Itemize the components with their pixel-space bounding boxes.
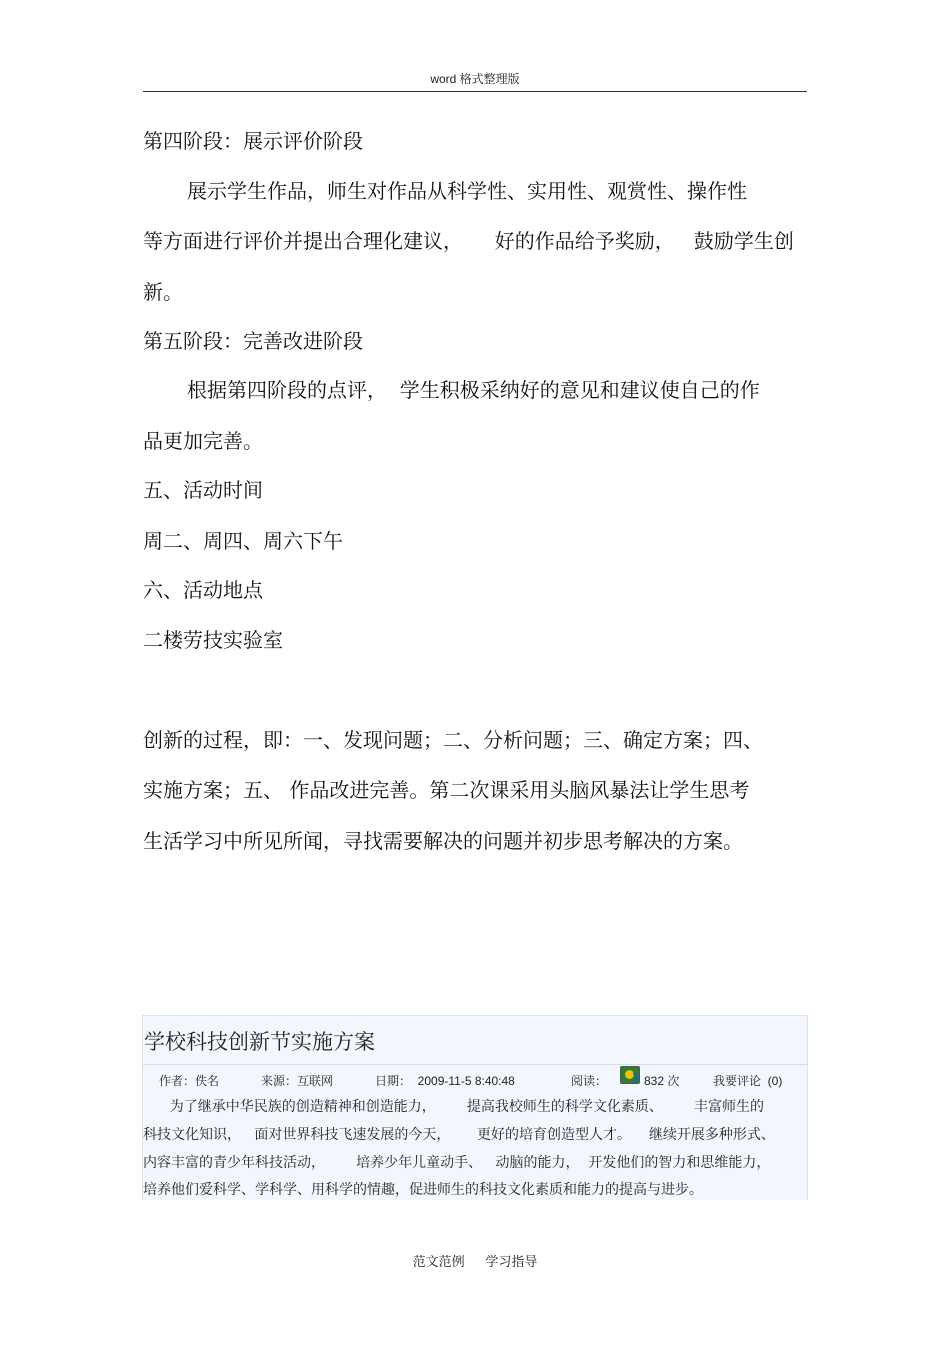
stage5-paragraph-line: 品更加完善。	[143, 429, 263, 453]
article-title[interactable]: 学校科技创新节实施方案	[144, 1030, 375, 1054]
place-heading: 六、活动地点	[143, 578, 263, 602]
stage4-paragraph-line: 等方面进行评价并提出合理化建议， 好的作品给予奖励， 鼓励学生创	[143, 229, 794, 253]
article-author: 作者：佚名	[159, 1074, 220, 1088]
stage5-heading: 第五阶段：完善改进阶段	[143, 329, 363, 353]
process-paragraph-line: 创新的过程，即：一、发现问题；二、分析问题；三、确定方案；四、	[143, 728, 763, 752]
article-read-label: 阅读：	[571, 1074, 608, 1088]
article-date: 日期： 2009-11-5 8:40:48	[375, 1074, 515, 1088]
process-paragraph-line: 生活学习中所见所闻，寻找需要解决的问题并初步思考解决的方案。	[143, 829, 743, 853]
comment-link[interactable]: 我要评论 (0)	[713, 1074, 783, 1088]
page-header: word 格式整理版	[430, 72, 520, 86]
page-footer: 范文范例 学习指导	[412, 1255, 538, 1270]
stage4-paragraph-line: 新。	[143, 280, 183, 304]
article-body-line: 为了继承中华民族的创造精神和创造能力， 提高我校师生的科学文化素质、 丰富师生的	[143, 1099, 765, 1115]
article-excerpt-box	[142, 1015, 808, 1200]
process-paragraph-line: 实施方案；五、 作品改进完善。第二次课采用头脑风暴法让学生思考	[143, 778, 750, 802]
article-body-line: 培养他们爱科学、学科学、用科学的情趣，促进师生的科技文化素质和能力的提高与进步。	[143, 1182, 703, 1198]
article-source: 来源：互联网	[261, 1074, 334, 1088]
header-divider	[143, 91, 807, 92]
article-title-divider	[143, 1064, 807, 1065]
stage4-heading: 第四阶段：展示评价阶段	[143, 129, 363, 153]
time-heading: 五、活动时间	[143, 478, 263, 502]
stage4-paragraph-line: 展示学生作品，师生对作品从科学性、实用性、观赏性、操作性	[187, 179, 747, 203]
article-body-line: 科技文化知识， 面对世界科技飞速发展的今天， 更好的培育创造型人才。 继续开展多种形式、	[143, 1127, 775, 1143]
stage5-paragraph-line: 根据第四阶段的点评， 学生积极采纳好的意见和建议使自己的作	[187, 378, 760, 402]
time-value: 周二、周四、周六下午	[143, 529, 343, 553]
article-body-line: 内容丰富的青少年科技活动， 培养少年儿童动手、 动脑的能力， 开发他们的智力和思维能力，	[143, 1155, 771, 1171]
article-read-count: 832 次	[644, 1074, 680, 1088]
read-count-icon	[620, 1066, 640, 1084]
place-value: 二楼劳技实验室	[143, 628, 283, 652]
